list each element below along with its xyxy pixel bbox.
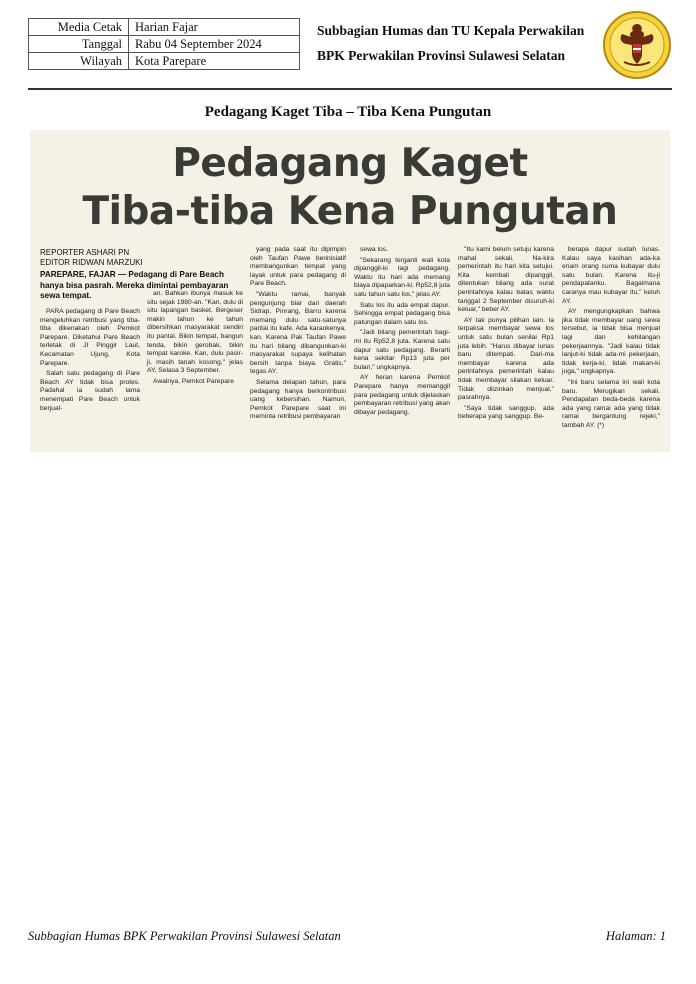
paragraph: an. Bahkan ibunya masuk ke situ sejak 1980-an. "Kan, dulu di situ lapangan basket. Bergeser makin tahun ke tahun dibersihkan masyarakat sendiri itu pantai. Bikin tempat, bangun tenda, bikin gerobak, bikin tempat karoke. Kan, dulu pasir-ji, masih tanah kosong," jelas AY, Selasa 3 September.	[147, 290, 243, 375]
reporter-credit: REPORTER ASHARI PN	[40, 248, 130, 257]
paragraph: AY heran karena Pemkot Parepare hanya memanggil para pedagang untuk dijelaskan pembayaran retribusi yang akan dibayar pedagang.	[354, 374, 450, 416]
paragraph: Salah satu pedagang di Pare Beach AY tidak bisa protes. Padahal ia sudah lama menempati Pare Beach untuk berjual-	[40, 370, 140, 412]
region-value: Kota Parepare	[129, 53, 300, 70]
date-row	[29, 36, 300, 53]
organization-header	[317, 18, 584, 68]
headline-line-2: Tiba-tiba Kena Pungutan	[82, 189, 618, 234]
paragraph: Awalnya, Pemkot Parepare	[153, 377, 234, 385]
footer-organization: Subbagian Humas BPK Perwakilan Provinsi Sulawesi Selatan	[28, 929, 341, 943]
region-row	[29, 53, 300, 70]
article-byline	[40, 248, 143, 268]
paragraph: Satu los itu ada empat dapur. Sehingga empat pedagang bisa patungan dalam satu los.	[354, 301, 450, 326]
media-info-table	[28, 18, 300, 70]
paragraph: "Saya tidak sanggup, ada beberapa yang sanggup. Be-	[458, 404, 554, 421]
organization-line-2: BPK Perwakilan Provinsi Sulawesi Selatan	[317, 48, 566, 63]
paragraph: "Ini baru selama ini wali kota baru. Merugikan sekali. Pendapatan beda-beda karena ada yang ramai ada yang tidak ramai bergantung rejeki," tambah AY. (*)	[562, 378, 660, 429]
media-row	[29, 19, 300, 36]
paragraph: "Itu kami belum setuju karena mahal sekali. Na-kira pemerintah itu hari kita setujui. Kita kembali dipanggil, ditentukan bilang ada surat perintahnya kalau batas waktu tanggal 2 September disuruh-ki keluar," beber AY.	[458, 246, 554, 314]
region-label: Wilayah	[29, 53, 129, 70]
article-lead: PAREPARE, FAJAR — Pedagang di Pare Beach hanya bisa pasrah. Mereka dimintai pembayaran sewa tempat.	[40, 270, 229, 300]
paragraph: "Jadi bilang pemerintah bagi-mi itu Rp52,8 juta. Karena satu dapur satu pedagang. Berarti kena sekitar Rp13 juta per bulan," ungkapnya.	[354, 329, 450, 371]
article-column-4	[354, 246, 450, 419]
article-column-2	[147, 290, 243, 389]
headline-line-1: Pedagang Kaget	[172, 141, 528, 186]
paragraph: Selama delapan tahun, para pedagang hanya berkontribusi uang kebersihan. Namun, Pemkot Parepare saat ini meminta retribusi pembayaran	[250, 378, 346, 421]
editor-credit: EDITOR RIDWAN MARZUKI	[40, 258, 143, 267]
garuda-emblem-icon	[602, 10, 672, 80]
paragraph: PARA pedagang di Pare Beach mengeluhkan retribusi yang tiba-tiba dikenakan oleh Pemkot Parepare. Diketahui Pare Beach terletak di Jl Pinggir Laut, Kecamatan Ujung, Kota Parepare.	[40, 308, 140, 367]
article-column-5	[458, 246, 554, 424]
newspaper-clipping	[30, 130, 670, 452]
paragraph: AY tak punya pilihan lain. Ia terpaksa membayar sewa los untuk satu bulan senilai Rp1 juta lebih. "Harus dibayar lunas baru ditempati. Dari-ma membayar karena ada perintahnya pemerintah kalau tidak membayar silakan keluar. Tidak diizinkan menjual," pasrahnya.	[458, 316, 554, 402]
article-headline	[30, 140, 670, 236]
paragraph: "Sekarang terganti wali kota dipanggil-ki lagi pedagang. Waktu itu hari ada memang biaya dipaparkan-ki. Rp52,8 juta satu tahun satu los," jelas AY.	[354, 256, 450, 298]
media-label: Media Cetak	[29, 19, 129, 36]
article-column-1	[40, 308, 140, 415]
paragraph: "Waktu ramai, banyak pengunjung biar dari daerah Sidrap, Pinrang, Barru karena memang dulu satu-satunya pantai itu kafe. Ada karaokenya, kan. Karena Pak Taufan Pawe itu hari bilang dibangunkan-ki masyarakat supaya kelihatan bersih tanpa biaya. Gratis," tegas AY.	[250, 290, 346, 376]
organization-line-1: Subbagian Humas dan TU Kepala Perwakilan	[317, 23, 585, 38]
document-subtitle: Pedagang Kaget Tiba – Tiba Kena Pungutan	[204, 104, 492, 120]
article-column-6	[562, 246, 660, 432]
header-divider	[28, 88, 672, 90]
paragraph: sewa los.	[360, 246, 388, 253]
date-label: Tanggal	[29, 36, 129, 53]
footer-page-number: Halaman: 1	[605, 929, 666, 943]
paragraph: yang pada saat itu dipimpin oleh Taufan Pawe berinisiatif membangunkan tempat yang layak untuk para pedagang di Pare Beach.	[250, 246, 346, 288]
date-value: Rabu 04 September 2024	[129, 36, 300, 53]
article-column-3	[250, 246, 346, 424]
paragraph: AY mengungkapkan bahwa jika tidak membayar uang sewa tersebut, ia tidak bisa menjual lagi dan kehilangan pekerjaannya. "Jadi kalau tidak lanjut-ki tidak ada-mi pekerjaan, tidak kerja-ki, tidak makan-ki juga," ungkapnya.	[562, 308, 660, 376]
paragraph: berapa dapur sudah lunas. Kalau saya kasihan ada-ka enam orang cuma kubayar dulu satu bulan. Karena itu-ji pendapatanku. Bagaimana caranya mau kubayar itu," keluh AY.	[562, 246, 660, 305]
media-value: Harian Fajar	[129, 19, 300, 36]
